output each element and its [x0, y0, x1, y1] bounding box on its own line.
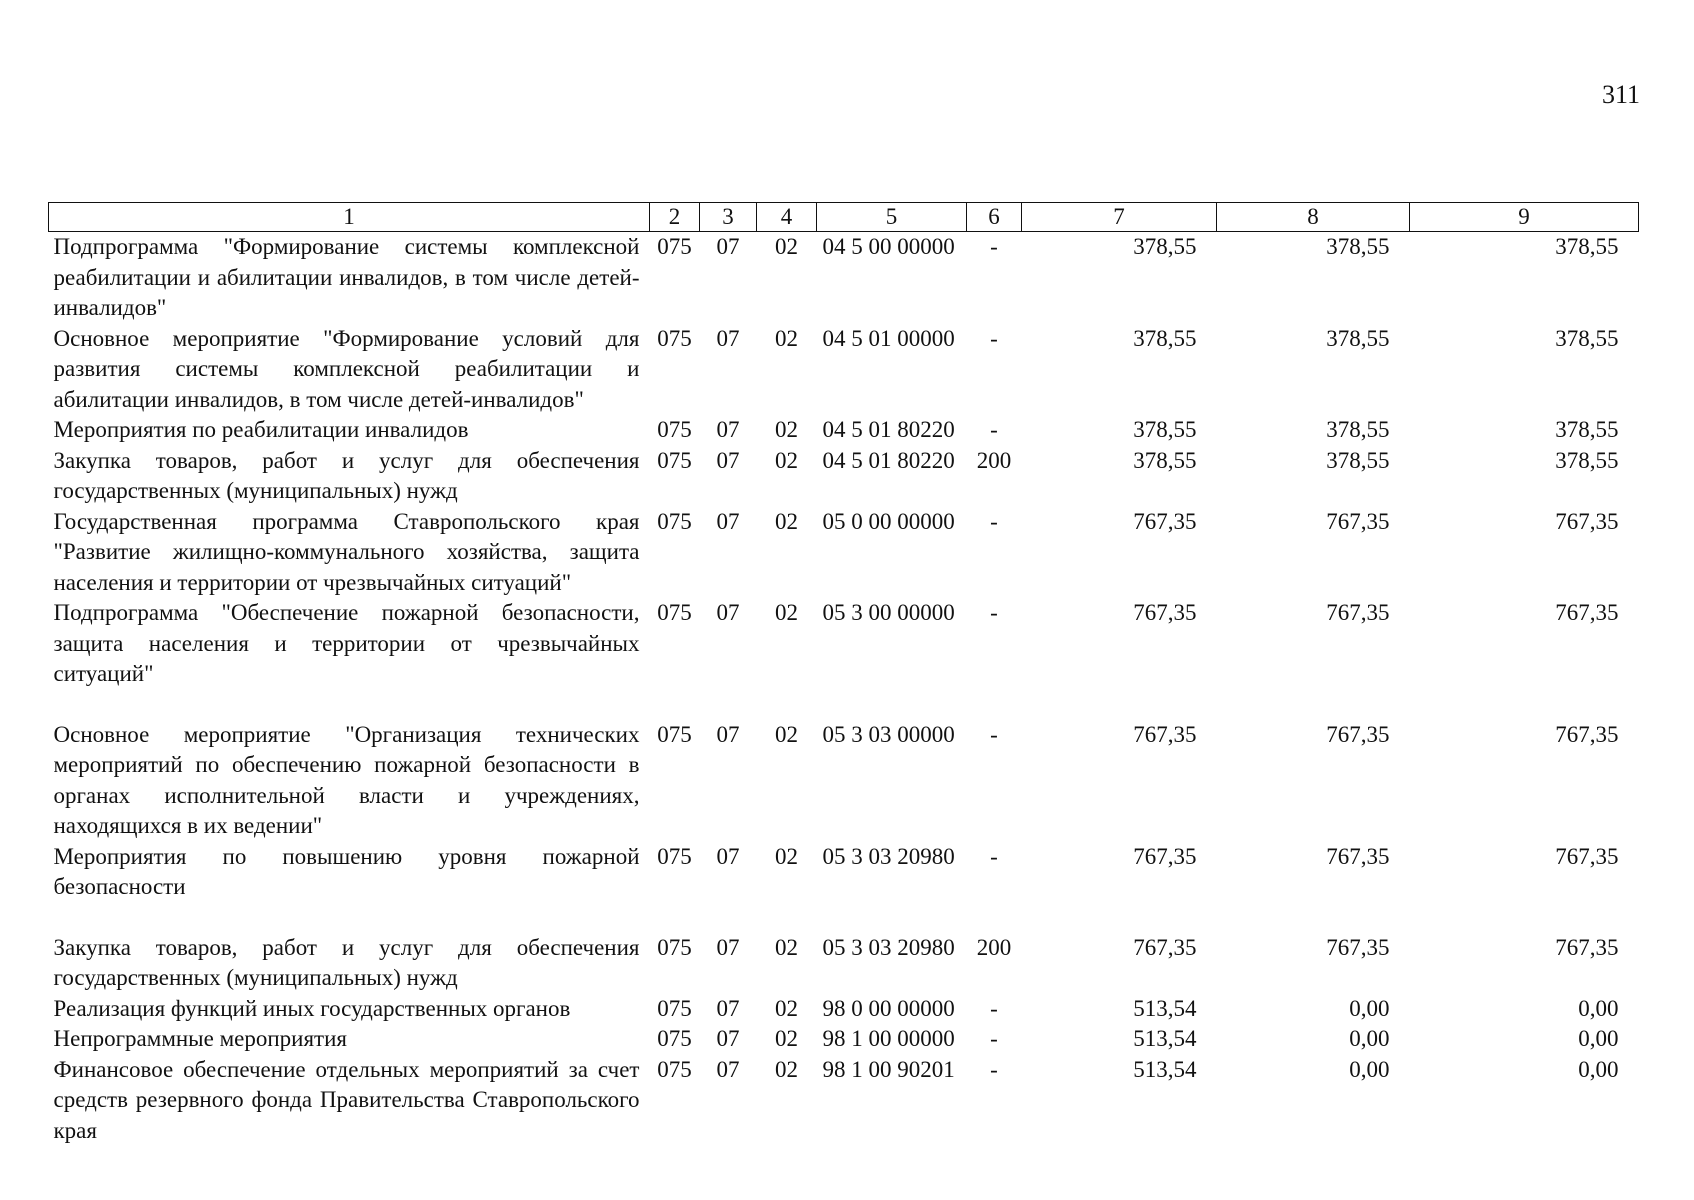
row-c9: 767,35 [1555, 721, 1619, 747]
table-row [49, 842, 1639, 933]
row-c8: 767,35 [1326, 600, 1390, 625]
header-cell: 2 [650, 203, 700, 232]
row-c5: 98 1 00 00000 [822, 1026, 955, 1051]
row-c6: - [990, 1056, 998, 1082]
row-c8: 0,00 [1349, 995, 1390, 1021]
row-c8: 378,55 [1326, 447, 1390, 473]
row-c4: 02 [775, 417, 798, 442]
row-c3: 07 [716, 234, 740, 259]
row-c4: 02 [775, 234, 798, 259]
row-c2: 075 [657, 843, 692, 869]
row-c7: 378,55 [1133, 417, 1197, 442]
row-c9: 767,35 [1555, 600, 1619, 625]
row-name: Подпрограмма "Формирование системы комплексной реабилитации и абилитации инвалидов, в том числе детей-инвалидов" [53, 234, 640, 320]
header-row [49, 203, 1639, 232]
row-name: Финансовое обеспечение отдельных мероприятий за счет средств резервного фонда Правительства Ставропольского края [53, 1056, 640, 1143]
row-c5: 04 5 01 00000 [822, 325, 955, 351]
row-c9: 378,55 [1555, 234, 1619, 259]
row-c2: 075 [657, 721, 692, 747]
row-c3: 07 [716, 325, 740, 351]
row-c5: 05 3 00 00000 [822, 600, 955, 625]
row-c7: 378,55 [1133, 325, 1197, 351]
row-c8: 767,35 [1326, 843, 1390, 869]
table-row [49, 933, 1639, 994]
table-row [49, 324, 1639, 416]
row-c8: 0,00 [1349, 1056, 1390, 1082]
row-c5: 05 3 03 20980 [822, 934, 955, 960]
row-c8: 767,35 [1326, 508, 1390, 534]
row-c7: 513,54 [1133, 995, 1197, 1021]
row-c6: - [990, 721, 998, 747]
row-c5: 05 0 00 00000 [822, 508, 955, 534]
row-c6: - [990, 843, 998, 869]
row-c6: - [990, 508, 998, 534]
row-c9: 378,55 [1555, 417, 1619, 442]
row-c3: 07 [716, 417, 740, 442]
row-c6: 200 [976, 447, 1012, 473]
row-c9: 767,35 [1555, 843, 1619, 869]
row-c9: 0,00 [1578, 1056, 1619, 1082]
row-c3: 07 [716, 1026, 740, 1051]
row-c9: 0,00 [1578, 995, 1619, 1021]
row-c5: 98 1 00 90201 [822, 1056, 955, 1082]
header-cell: 6 [967, 203, 1022, 232]
header-cell: 4 [757, 203, 817, 232]
row-name: Закупка товаров, работ и услуг для обеспечения государственных (муниципальных) нужд [53, 447, 640, 503]
row-c3: 07 [716, 934, 740, 960]
row-c4: 02 [775, 843, 798, 869]
table-row [49, 994, 1639, 1025]
table-row [49, 720, 1639, 842]
row-c6: - [990, 417, 998, 442]
row-c4: 02 [775, 325, 798, 351]
row-c7: 513,54 [1133, 1026, 1197, 1051]
row-c2: 075 [657, 447, 692, 473]
row-c4: 02 [775, 934, 798, 960]
row-c3: 07 [716, 995, 740, 1021]
row-c8: 767,35 [1326, 721, 1390, 747]
header-cell: 7 [1022, 203, 1217, 232]
row-c2: 075 [657, 325, 692, 351]
row-c9: 0,00 [1578, 1026, 1619, 1051]
row-c7: 767,35 [1133, 934, 1197, 960]
row-c7: 767,35 [1133, 843, 1197, 869]
row-name: Непрограммные мероприятия [53, 1026, 347, 1051]
table-row [49, 446, 1639, 507]
row-c7: 378,55 [1133, 447, 1197, 473]
row-name: Основное мероприятие "Организация технических мероприятий по обеспечению пожарной безопасности в органах исполнительной власти и учреждениях, находящихся в их ведении" [53, 721, 640, 838]
table-row [49, 598, 1639, 720]
budget-table [48, 202, 1639, 1146]
row-c9: 767,35 [1555, 508, 1619, 534]
header-cell: 8 [1217, 203, 1410, 232]
row-c3: 07 [716, 600, 740, 625]
row-c9: 378,55 [1555, 325, 1619, 351]
row-c5: 05 3 03 20980 [822, 843, 955, 869]
header-cell: 9 [1410, 203, 1639, 232]
header-cell: 3 [700, 203, 757, 232]
row-c3: 07 [716, 721, 740, 747]
row-c2: 075 [657, 995, 692, 1021]
table-row [49, 1055, 1639, 1147]
row-c7: 378,55 [1133, 234, 1197, 259]
row-c6: - [990, 325, 998, 351]
header-cell: 1 [49, 203, 650, 232]
header-cell: 5 [817, 203, 967, 232]
row-c9: 767,35 [1555, 934, 1619, 960]
row-c4: 02 [775, 1026, 798, 1051]
row-name: Реализация функций иных государственных органов [53, 995, 571, 1021]
row-c4: 02 [775, 995, 798, 1021]
page-number: 311 [1601, 80, 1640, 109]
row-c8: 378,55 [1326, 234, 1390, 259]
row-c5: 04 5 01 80220 [822, 417, 955, 442]
row-c2: 075 [657, 508, 692, 534]
row-c7: 767,35 [1133, 721, 1197, 747]
row-c8: 0,00 [1349, 1026, 1390, 1051]
row-c5: 05 3 03 00000 [822, 721, 955, 747]
row-c8: 378,55 [1326, 417, 1390, 442]
row-name: Государственная программа Ставропольского края "Развитие жилищно-коммунального хозяйства, защита населения и территории от чрезвычайных ситуаций" [53, 508, 640, 595]
row-c2: 075 [657, 417, 692, 442]
row-c6: 200 [976, 934, 1012, 960]
row-c2: 075 [657, 234, 692, 259]
row-c9: 378,55 [1555, 447, 1619, 473]
row-c6: - [990, 1026, 998, 1051]
row-c7: 767,35 [1133, 508, 1197, 534]
row-c2: 075 [657, 934, 692, 960]
row-c4: 02 [775, 447, 798, 473]
row-c4: 02 [775, 1056, 798, 1082]
row-c4: 02 [775, 508, 798, 534]
row-c6: - [990, 234, 998, 259]
row-c3: 07 [716, 843, 740, 869]
row-c7: 767,35 [1133, 600, 1197, 625]
row-c3: 07 [716, 1056, 740, 1082]
row-name: Основное мероприятие "Формирование условий для развития системы комплексной реабилитации и абилитации инвалидов, в том числе детей-инвалидов" [53, 325, 640, 412]
row-c3: 07 [716, 508, 740, 534]
row-c5: 04 5 00 00000 [822, 234, 955, 259]
table-row [49, 507, 1639, 599]
row-c8: 767,35 [1326, 934, 1390, 960]
table-row [49, 232, 1639, 324]
row-c8: 378,55 [1326, 325, 1390, 351]
row-c6: - [990, 600, 998, 625]
row-c5: 98 0 00 00000 [822, 995, 955, 1021]
table-row [49, 415, 1639, 446]
row-name: Подпрограмма "Обеспечение пожарной безопасности, защита населения и территории от чрезвычайных ситуаций" [53, 600, 640, 686]
row-name: Мероприятия по реабилитации инвалидов [53, 417, 469, 442]
row-c4: 02 [775, 600, 798, 625]
row-c4: 02 [775, 721, 798, 747]
table-row [49, 1024, 1639, 1055]
row-name: Мероприятия по повышению уровня пожарной безопасности [53, 843, 640, 899]
row-name: Закупка товаров, работ и услуг для обеспечения государственных (муниципальных) нужд [53, 934, 640, 990]
row-c2: 075 [657, 600, 692, 625]
row-c2: 075 [657, 1026, 692, 1051]
row-c2: 075 [657, 1056, 692, 1082]
row-c6: - [990, 995, 998, 1021]
row-c7: 513,54 [1133, 1056, 1197, 1082]
row-c3: 07 [716, 447, 740, 473]
row-c5: 04 5 01 80220 [822, 447, 955, 473]
